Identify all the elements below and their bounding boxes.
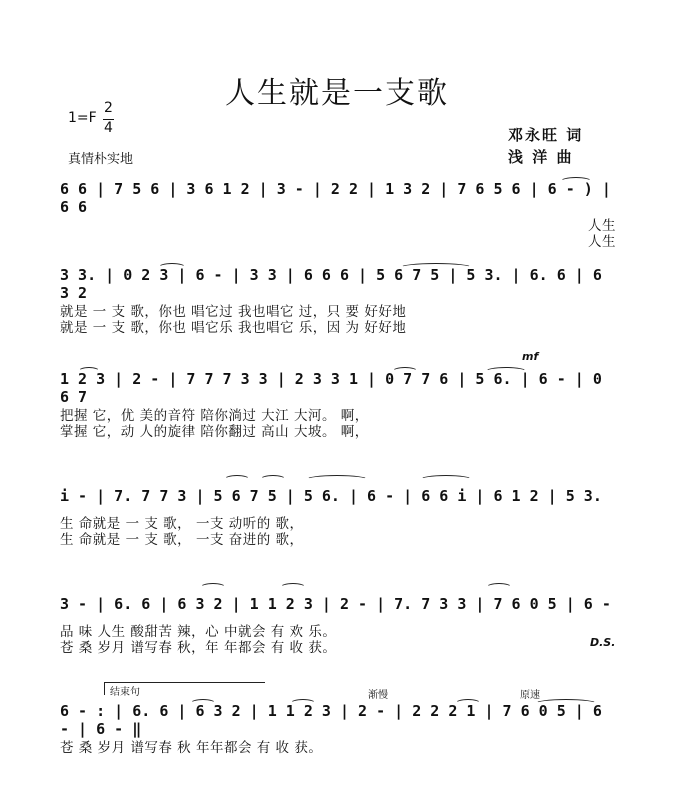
lyrics-row-5-verse-1: 品 味 人生 酸甜苦 辣，心 中就会 有 欢 乐。 (60, 624, 337, 640)
ritardando-mark: 渐慢 (368, 690, 388, 701)
notes-row-4: i - | 7. 7 7 3 | 5 6 7 5 | 5 6. | 6 - | 6 6 i | 6 1 2 | 5 3. (60, 487, 602, 505)
slur (485, 367, 527, 376)
lyrics-row-5-verse-2: 苍 桑 岁月 谱写春 秋，年 年都会 有 收 获。 (60, 640, 337, 656)
slur (535, 699, 597, 708)
notes-row-1: 6 6 | 7 5 6 | 3 6 1 2 | 3 - | 2 2 | 1 3 2 | 7 6 5 6 | 6 - ) | 6 6 (60, 180, 611, 216)
slur (78, 367, 100, 376)
lyrics-row-1-verse-2: 人生 (588, 234, 616, 250)
lyricist-credit: 邓永旺 词 (508, 126, 584, 144)
notes-row-6: 6 - : | 6. 6 | 6 3 2 | 1 1 2 3 | 2 - | 2 2 2 1 | 7 6 0 5 | 6 - | 6 - ‖ (60, 702, 602, 738)
ending-label: 结束句 (110, 687, 140, 698)
lyrics-row-3-verse-1: 把握 它，优 美的音符 陪你淌过 大江 大河。 啊， (60, 408, 369, 424)
notes-row-2: 3 3. | 0 2 3 | 6 - | 3 3 | 6 6 6 | 5 6 7 5 | 5 3. | 6. 6 | 6 3 2 (60, 266, 602, 302)
lyrics-row-3-verse-2: 掌握 它，动 人的旋律 陪你翻过 高山 大坡。 啊， (60, 424, 369, 440)
lyrics-row-2-verse-1: 就是 一 支 歌，你也 唱它过 我也唱它 过，只 要 好好地 (60, 304, 407, 320)
lyrics-row-4-verse-2: 生 命就是 一 支 歌， 一支 奋进的 歌， (60, 532, 304, 548)
slur (260, 475, 286, 484)
lyrics-row-2-verse-2: 就是 一 支 歌，你也 唱它乐 我也唱它 乐，因 为 好好地 (60, 320, 407, 336)
lyrics-row-1-verse-1: 人生 (588, 218, 616, 234)
lyrics-row-6-verse-1: 苍 桑 岁月 谱写春 秋 年年都会 有 收 获。 (60, 740, 323, 756)
slur (400, 263, 472, 272)
tempo-expression: 真情朴实地 (68, 152, 134, 167)
slur (190, 699, 216, 708)
dynamic-mf: mf (522, 350, 539, 363)
composer-credit: 浅 洋 曲 (508, 148, 574, 166)
notes-row-3: 1 2 3 | 2 - | 7 7 7 3 3 | 2 3 3 1 | 0 7 7 6 | 5 6. | 6 - | 0 6 7 (60, 370, 602, 406)
ds-mark: D.S. (590, 636, 616, 649)
slur (200, 583, 226, 592)
time-signature-top: 2 (104, 100, 113, 116)
a-tempo-mark: 原速 (520, 690, 540, 701)
slur (224, 475, 250, 484)
slur (158, 263, 186, 272)
lyrics-row-4-verse-1: 生 命就是 一 支 歌， 一支 动听的 歌， (60, 516, 304, 532)
slur (392, 367, 418, 376)
slur (420, 475, 472, 484)
time-signature-bottom: 4 (104, 120, 113, 136)
slur (280, 583, 306, 592)
song-title: 人生就是一支歌 (225, 76, 449, 111)
slur (306, 475, 368, 484)
key-signature: 1=F (68, 110, 97, 126)
slur (290, 699, 316, 708)
slur (486, 583, 512, 592)
notes-row-5: 3 - | 6. 6 | 6 3 2 | 1 1 2 3 | 2 - | 7. 7 3 3 | 7 6 0 5 | 6 - (60, 595, 611, 613)
slur (455, 699, 481, 708)
slur (560, 177, 592, 186)
